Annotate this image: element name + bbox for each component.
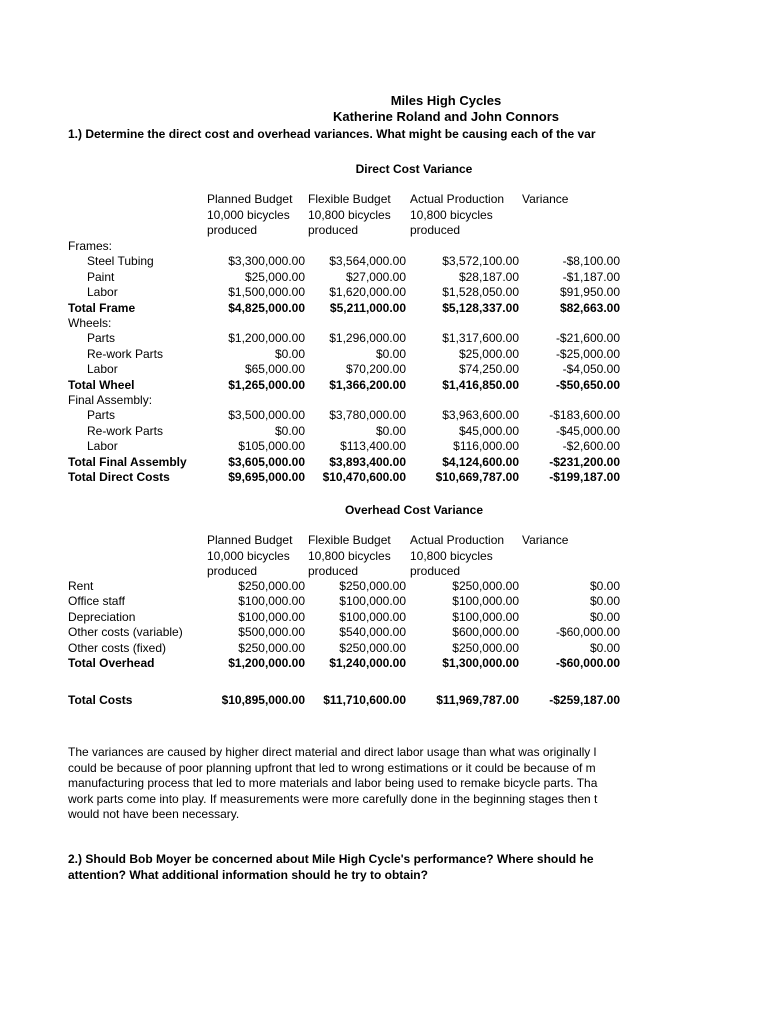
table-row: [0, 610, 768, 625]
cell-actual: $1,317,600.00: [442, 331, 519, 346]
cell-actual: $1,300,000.00: [442, 656, 519, 670]
row-label: Total Final Assembly: [68, 454, 187, 469]
cell-flexible: $0.00: [375, 423, 406, 438]
cell-planned: $4,825,000.00: [228, 300, 305, 315]
page-title: Miles High Cycles: [390, 93, 502, 108]
table-row: [0, 239, 768, 254]
cell-actual: $28,187.00: [458, 269, 519, 284]
authors: Katherine Roland and John Connors: [332, 109, 560, 124]
cell-variance: -$8,100.00: [562, 254, 620, 269]
table-row: [0, 378, 768, 393]
cell-variance: $82,663.00: [559, 300, 620, 315]
cell-actual: $10,669,787.00: [435, 470, 519, 484]
header-variance: Variance: [522, 533, 569, 547]
cell-planned: $3,605,000.00: [228, 454, 305, 469]
table-row: [0, 254, 768, 269]
cell-actual: $4,124,600.00: [442, 454, 519, 469]
cell-variance: -$4,050.00: [562, 362, 620, 377]
cell-actual: $116,000.00: [453, 439, 519, 454]
cell-flexible: $5,211,000.00: [329, 300, 406, 315]
cell-flexible: $11,710,600.00: [323, 693, 406, 707]
cell-flexible: $0.00: [375, 346, 406, 361]
cell-planned: $9,695,000.00: [228, 470, 305, 484]
table-row: [0, 594, 768, 609]
header-flexible-1: Flexible Budget: [308, 533, 391, 547]
cell-actual: $11,969,787.00: [436, 693, 519, 707]
cell-flexible: $3,780,000.00: [329, 408, 406, 423]
cell-flexible: $10,470,600.00: [322, 470, 406, 484]
question-2-line: 2.) Should Bob Moyer be concerned about Mile High Cycle's performance? Where should he: [68, 852, 594, 866]
cell-actual: $100,000.00: [452, 609, 519, 624]
cell-variance: -$45,000.00: [555, 423, 620, 438]
table-row: [0, 316, 768, 331]
cell-variance: $0.00: [589, 579, 620, 593]
cell-flexible: $3,893,400.00: [329, 454, 406, 469]
table-row: [0, 301, 768, 316]
overhead-cost-title: Overhead Cost Variance: [344, 503, 484, 517]
cell-flexible: $1,296,000.00: [329, 331, 406, 346]
table-row: [0, 579, 768, 594]
question-2-line: attention? What additional information should he try to obtain?: [68, 867, 428, 882]
cell-actual: $1,528,050.00: [442, 285, 519, 300]
row-label: Total Frame: [68, 300, 136, 315]
table-row: [0, 270, 768, 285]
row-label: Total Overhead: [68, 656, 155, 670]
cell-flexible: $27,000.00: [345, 269, 406, 284]
cell-variance: $0.00: [589, 594, 620, 609]
cell-variance: -$183,600.00: [549, 408, 620, 423]
row-label: Total Costs: [68, 693, 133, 707]
cell-variance: $0.00: [589, 640, 620, 655]
header-variance: Variance: [522, 192, 569, 206]
cell-planned: $105,000.00: [238, 439, 305, 454]
cell-flexible: $3,564,000.00: [329, 254, 406, 269]
cell-planned: $3,500,000.00: [228, 408, 305, 423]
row-label: Labor: [87, 362, 118, 377]
explanation-line: work parts come into play. If measurements were more carefully done in the beginning stages then t: [68, 791, 598, 806]
explanation-line: would not have been necessary.: [68, 807, 240, 822]
cell-planned: $10,895,000.00: [221, 693, 305, 707]
table-row: [0, 331, 768, 346]
row-label: Steel Tubing: [87, 254, 154, 269]
row-label: Parts: [87, 331, 116, 346]
cell-variance: -$1,187.00: [562, 269, 620, 284]
table-row: [0, 439, 768, 454]
cell-planned: $100,000.00: [238, 609, 305, 624]
cell-variance: -$60,000.00: [555, 656, 620, 670]
header-actual-1: Actual Production: [410, 533, 505, 547]
cell-actual: $600,000.00: [452, 625, 519, 640]
cell-flexible: $540,000.00: [339, 625, 406, 640]
cell-actual: $5,128,337.00: [442, 300, 519, 315]
header-actual-1: Actual Production: [410, 192, 505, 206]
cell-actual: $1,416,850.00: [442, 377, 519, 392]
cell-flexible: $1,620,000.00: [329, 285, 406, 300]
cell-actual: $45,000.00: [458, 423, 519, 438]
row-label: Re-work Parts: [87, 346, 164, 361]
cell-actual: $74,250.00: [458, 362, 519, 377]
direct-cost-title: Direct Cost Variance: [355, 162, 473, 176]
cell-actual: $3,963,600.00: [442, 408, 519, 423]
cell-variance: $0.00: [589, 609, 620, 624]
table-row: [0, 625, 768, 640]
cell-variance: -$231,200.00: [549, 454, 620, 469]
cell-planned: $1,265,000.00: [228, 377, 305, 392]
question-1: 1.) Determine the direct cost and overhead variances. What might be causing each of the var: [68, 127, 596, 141]
cell-planned: $100,000.00: [238, 594, 305, 609]
row-label: Labor: [87, 285, 118, 300]
header-planned-1: Planned Budget: [207, 533, 293, 547]
row-label: Parts: [87, 408, 116, 423]
cell-flexible: $250,000.00: [339, 640, 406, 655]
cell-variance: -$2,600.00: [562, 439, 620, 454]
cell-flexible: $250,000.00: [339, 579, 406, 593]
row-label: Office staff: [68, 594, 125, 609]
cell-variance: -$50,650.00: [555, 377, 620, 392]
table-row: [0, 641, 768, 656]
row-label: Re-work Parts: [87, 423, 164, 438]
cell-planned: $500,000.00: [238, 625, 305, 640]
cell-actual: $250,000.00: [452, 579, 519, 593]
cell-planned: $1,200,000.00: [228, 331, 305, 346]
row-label: Total Direct Costs: [68, 470, 170, 484]
row-label: Rent: [68, 579, 94, 593]
header-actual-3: produced: [410, 223, 461, 237]
row-label: Total Wheel: [68, 377, 135, 392]
table-row: [0, 656, 768, 671]
row-label: Depreciation: [68, 609, 136, 624]
table-row: [0, 455, 768, 470]
explanation-line: could be because of poor planning upfront that led to wrong estimations or it could be because of m: [68, 760, 596, 775]
header-flexible-2: 10,800 bicycles: [308, 549, 391, 563]
cell-flexible: $1,366,200.00: [329, 377, 406, 392]
row-label: Labor: [87, 439, 118, 454]
row-label: Paint: [87, 269, 115, 284]
cell-variance: -$21,600.00: [555, 331, 620, 346]
cell-planned: $1,200,000.00: [228, 656, 305, 670]
table-row: [0, 393, 768, 408]
cell-variance: -$25,000.00: [555, 346, 620, 361]
cell-flexible: $100,000.00: [339, 609, 406, 624]
header-flexible-3: produced: [308, 223, 359, 237]
cell-actual: $100,000.00: [452, 594, 519, 609]
header-planned-1: Planned Budget: [207, 192, 293, 206]
cell-variance: $91,950.00: [559, 285, 620, 300]
header-flexible-3: produced: [308, 564, 359, 578]
cell-planned: $25,000.00: [244, 269, 305, 284]
row-label: Final Assembly:: [68, 393, 153, 407]
cell-planned: $1,500,000.00: [228, 285, 305, 300]
header-planned-3: produced: [207, 564, 258, 578]
cell-variance: -$199,187.00: [549, 470, 620, 484]
table-row: [0, 408, 768, 423]
header-planned-2: 10,000 bicycles: [207, 549, 290, 563]
row-label: Other costs (variable): [68, 625, 183, 640]
cell-flexible: $100,000.00: [339, 594, 406, 609]
overhead-column-headers: [0, 533, 768, 581]
question-2: [68, 852, 620, 883]
cell-actual: $250,000.00: [452, 640, 519, 655]
table-row: [0, 424, 768, 439]
cell-flexible: $113,400.00: [340, 439, 406, 454]
cell-planned: $0.00: [274, 423, 305, 438]
table-row: [0, 362, 768, 377]
cell-variance: -$259,187.00: [549, 693, 620, 707]
header-planned-2: 10,000 bicycles: [207, 208, 290, 222]
table-row: [0, 470, 768, 485]
explanation-line: The variances are caused by higher direct material and direct labor usage than what was originally l: [68, 745, 597, 759]
explanation-line: manufacturing process that led to more materials and labor being used to remake bicycle parts. Tha: [68, 776, 598, 791]
cell-planned: $250,000.00: [238, 579, 305, 593]
direct-column-headers: [0, 192, 768, 240]
header-flexible-2: 10,800 bicycles: [308, 208, 391, 222]
cell-flexible: $70,200.00: [345, 362, 406, 377]
cell-planned: $65,000.00: [244, 362, 305, 377]
table-row: [0, 285, 768, 300]
table-row: [0, 347, 768, 362]
row-label: Other costs (fixed): [68, 640, 167, 655]
total-costs-row: [0, 693, 768, 708]
cell-actual: $3,572,100.00: [442, 254, 519, 269]
cell-planned: $250,000.00: [238, 640, 305, 655]
row-label: Frames:: [68, 239, 113, 253]
header-planned-3: produced: [207, 223, 258, 237]
header-actual-2: 10,800 bicycles: [410, 549, 493, 563]
cell-planned: $0.00: [274, 346, 305, 361]
header-flexible-1: Flexible Budget: [308, 192, 391, 206]
cell-planned: $3,300,000.00: [228, 254, 305, 269]
cell-variance: -$60,000.00: [555, 625, 620, 640]
cell-flexible: $1,240,000.00: [329, 656, 406, 670]
explanation-paragraph: [68, 745, 620, 823]
header-actual-3: produced: [410, 564, 461, 578]
header-actual-2: 10,800 bicycles: [410, 208, 493, 222]
cell-actual: $25,000.00: [458, 346, 519, 361]
row-label: Wheels:: [68, 316, 112, 330]
